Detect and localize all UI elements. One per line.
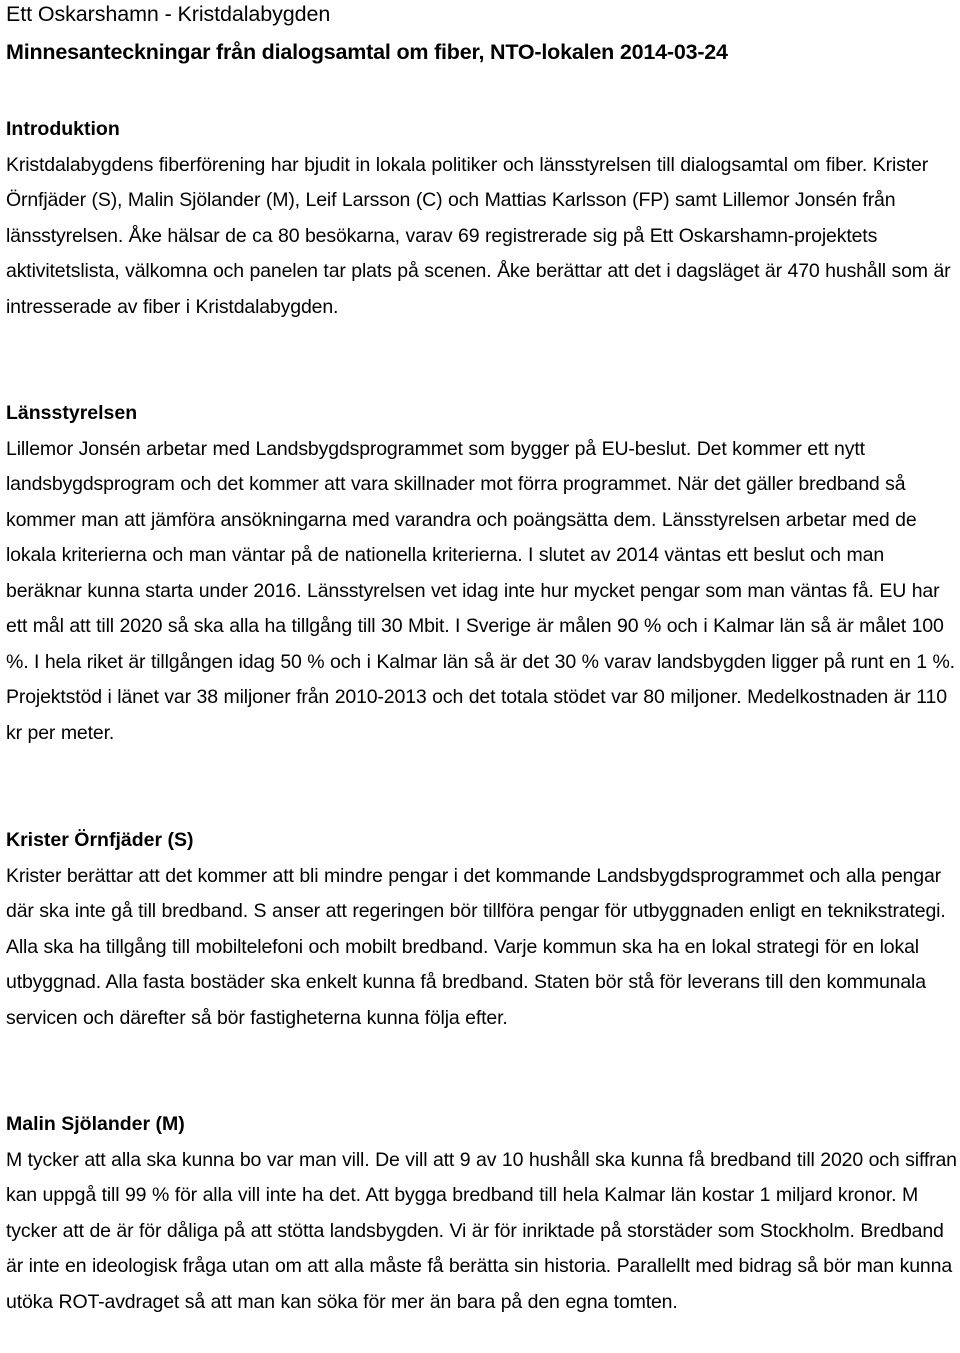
section-krister-ornfjader	[6, 823, 958, 1036]
section-introduktion	[6, 112, 958, 325]
section-heading: Malin Sjölander (M)	[6, 1113, 185, 1135]
section-lansstyrelsen	[6, 396, 958, 751]
section-heading: Krister Örnfjäder (S)	[6, 829, 194, 851]
document-subtitle: Minnesanteckningar från dialogsamtal om fiber, NTO-lokalen 2014-03-24	[6, 40, 728, 64]
section-malin-sjolander	[6, 1107, 958, 1320]
section-body: Lillemor Jonsén arbetar med Landsbygdsprogrammet som bygger på EU-beslut. Det kommer ett nytt landsbygdsprogram och det kommer att vara skillnader mot förra programmet. När det gäller bredband så kommer man att jämföra ansökningarna med varandra och poängsätta dem. Länsstyrelsen arbetar med de lokala kriterierna och man väntar på de nationella kriterierna. I slutet av 2014 väntas ett beslut och man beräknar kunna starta under 2016. Länsstyrelsen vet idag inte hur mycket pengar som man väntas få. EU har ett mål att till 2020 så ska alla ha tillgång till 30 Mbit. I Sverige är målen 90 % och i Kalmar län så är målet 100 %. I hela riket är tillgången idag 50 % och i Kalmar län så är det 30 % varav landsbygden ligger på runt en 1 %. Projektstöd i länet var 38 miljoner från 2010-2013 och det totala stödet var 80 miljoner. Medelkostnaden är 110 kr per meter.	[6, 437, 955, 744]
document-title: Ett Oskarshamn - Kristdalabygden	[6, 2, 331, 26]
section-body: M tycker att alla ska kunna bo var man vill. De vill att 9 av 10 hushåll ska kunna få bredband till 2020 och siffran kan uppgå till 99 % för alla vill inte ha det. Att bygga bredband till hela Kalmar län kostar 1 miljard kronor. M tycker att de är för dåliga på att stötta landsbygden. Vi är för inriktade på storstäder som Stockholm. Bredband är inte en ideologisk fråga utan om att alla måste få berätta sin historia. Parallellt med bidrag så bör man kunna utöka ROT-avdraget så att man kan söka för mer än bara på den egna tomten.	[6, 1148, 957, 1313]
section-heading: Introduktion	[6, 118, 120, 140]
section-heading: Länsstyrelsen	[6, 402, 138, 424]
section-body: Kristdalabygdens fiberförening har bjudit in lokala politiker och länsstyrelsen till dialogsamtal om fiber. Krister Örnfjäder (S), Malin Sjölander (M), Leif Larsson (C) och Mattias Karlsson (FP) samt Lillemor Jonsén från länsstyrelsen. Åke hälsar de ca 80 besökarna, varav 69 registrerade sig på Ett Oskarshamn-projektets aktivitetslista, välkomna och panelen tar plats på scenen. Åke berättar att det i dagsläget är 470 hushåll som är intresserade av fiber i Kristdalabygden.	[6, 153, 951, 318]
section-body: Krister berättar att det kommer att bli mindre pengar i det kommande Landsbygdsprogrammet och alla pengar där ska inte gå till bredband. S anser att regeringen bör tillföra pengar för utbyggnaden enligt en teknikstrategi. Alla ska ha tillgång till mobiltelefoni och mobilt bredband. Varje kommun ska ha en lokal strategi för en lokal utbyggnad. Alla fasta bostäder ska enkelt kunna få bredband. Staten bör stå för leverans till den kommunala servicen och därefter så bör fastigheterna kunna följa efter.	[6, 864, 946, 1029]
